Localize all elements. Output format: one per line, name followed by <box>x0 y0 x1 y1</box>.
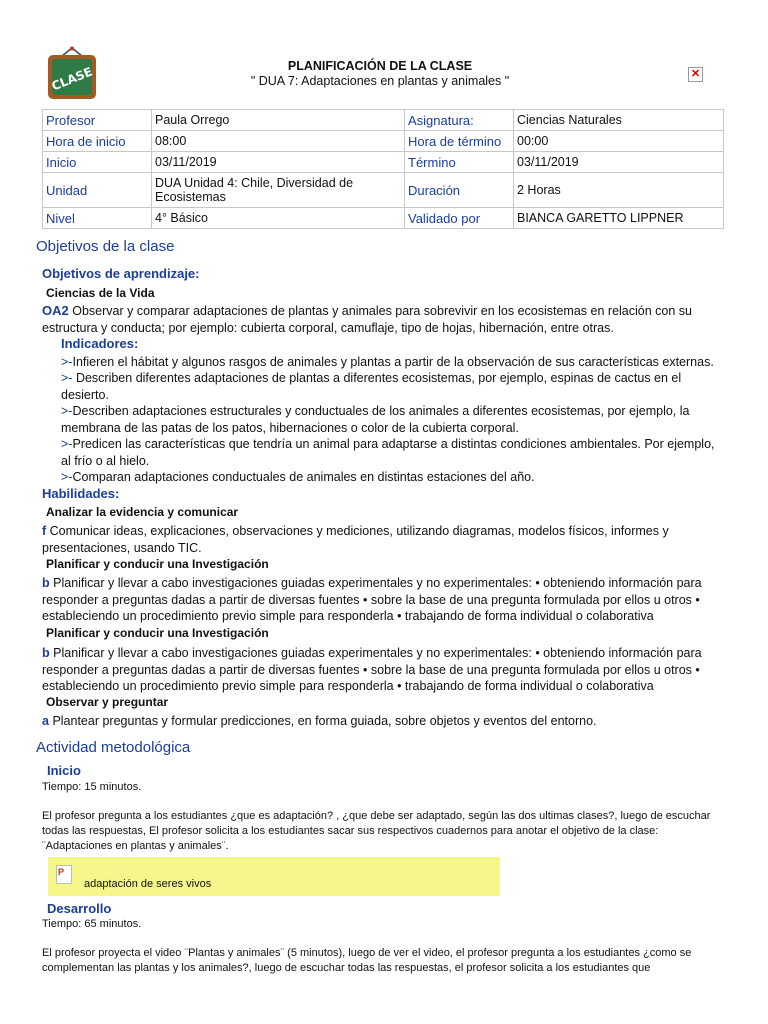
label-hora-termino: Hora de término <box>405 131 514 152</box>
indicador-prefix: >- <box>61 437 73 451</box>
page-title: PLANIFICACIÓN DE LA CLASE <box>287 59 473 73</box>
habilidad-code: a <box>42 714 49 728</box>
label-duracion: Duración <box>405 173 514 208</box>
value-hora-inicio: 08:00 <box>152 131 405 152</box>
habilidad-text: Planificar y llevar a cabo investigaciones guiadas experimentales y no experimentales: • obteniendo información para responder a preguntas dadas a partir de diversas fuentes • sobre la base de una pregunta formulada por ellos u otros • estableciendo un procedimiento previo simple para responderla • trabajando de forma individual o colaborativa <box>42 646 702 693</box>
actividad-heading: Actividad metodológica <box>36 739 191 756</box>
indicador-text: Predicen las características que tendría un animal para adaptarse a distintas condiciones ambientales. Por ejemplo, al frío o al hielo. <box>61 437 715 468</box>
habilidad-item <box>42 523 724 556</box>
value-duracion: 2 Horas <box>514 173 724 208</box>
table-row <box>43 110 724 131</box>
table-row <box>43 131 724 152</box>
label-nivel: Nivel <box>43 208 152 229</box>
habilidades-heading: Habilidades: <box>42 486 120 501</box>
logo-text: CLASE <box>49 64 95 94</box>
close-icon[interactable]: ✕ <box>688 67 703 82</box>
pdf-icon: P <box>56 865 72 884</box>
value-asignatura: Ciencias Naturales <box>514 110 724 131</box>
clase-logo <box>46 46 98 102</box>
desarrollo-tiempo: Tiempo: 65 minutos. <box>42 918 142 930</box>
indicador-item <box>61 469 724 486</box>
habilidad-item <box>42 575 724 625</box>
indicador-text: Describen adaptaciones estructurales y conductuales de los animales a diferentes ecosistemas, por ejemplo, la membrana de las patas de los patos, hibernaciones o color de la cubierta corporal. <box>61 404 690 435</box>
label-inicio: Inicio <box>43 152 152 173</box>
oa-text: Observar y comparar adaptaciones de plantas y animales para sobrevivir en los ecosistemas en relación con su estructura y conducta; por ejemplo: cubierta corporal, camuflaje, tipo de hojas, hibernación, entre otras. <box>42 304 692 335</box>
habilidad-item <box>42 713 724 730</box>
value-nivel: 4° Básico <box>152 208 405 229</box>
indicador-text: Comparan adaptaciones conductuales de animales en distintas estaciones del año. <box>72 470 535 484</box>
indicador-text: Describen diferentes adaptaciones de plantas a diferentes ecosistemas, por ejemplo, espinas de cactus en el desierto. <box>61 371 682 402</box>
table-row <box>43 173 724 208</box>
habilidad-code: f <box>42 524 47 538</box>
table-row <box>43 208 724 229</box>
value-validado-por: BIANCA GARETTO LIPPNER <box>514 208 724 229</box>
habilidad-text: Plantear preguntas y formular predicciones, en forma guiada, sobre objetos y eventos del entorno. <box>52 714 597 728</box>
indicador-item <box>61 354 724 371</box>
habilidad-item <box>42 645 724 695</box>
label-validado-por: Validado por <box>405 208 514 229</box>
value-profesor: Paula Orrego <box>152 110 405 131</box>
inicio-heading: Inicio <box>47 763 81 778</box>
indicador-item <box>61 436 724 469</box>
indicador-prefix: >- <box>61 371 73 385</box>
habilidad-category: Planificar y conducir una Investigación <box>46 626 269 640</box>
habilidad-code: b <box>42 646 50 660</box>
table-row <box>43 152 724 173</box>
indicador-prefix: >- <box>61 355 73 369</box>
category-ciencias-vida: Ciencias de la Vida <box>46 286 155 300</box>
attachment-pdf[interactable] <box>48 857 500 896</box>
desarrollo-text: El profesor proyecta el video ¨Plantas y animales¨ (5 minutos), luego de ver el video, el profesor pregunta a los estudiantes ¿como se complementan las plantas y los animales?, luego de escuchar todas las respuestas, el profesor solicita a los estudiantes que <box>42 947 692 974</box>
label-unidad: Unidad <box>43 173 152 208</box>
label-hora-inicio: Hora de inicio <box>43 131 152 152</box>
habilidad-category: Observar y preguntar <box>46 695 169 709</box>
oa2-objective <box>42 303 724 336</box>
indicador-text: Infieren el hábitat y algunos rasgos de animales y plantas a partir de la observación de sus características externas. <box>72 355 714 369</box>
class-info-table <box>42 109 724 229</box>
indicador-item <box>61 403 724 436</box>
page-subtitle: " DUA 7: Adaptaciones en plantas y animales " <box>250 74 510 88</box>
label-termino: Término <box>405 152 514 173</box>
inicio-text: El profesor pregunta a los estudiantes ¿que es adaptación? , ¿que debe ser adaptado, según las dos ultimas clases?, luego de escuchar todas las respuestas, El profesor solicita a los estudiantes sacar sus respectivos cuadernos para anotar el objetivo de la clase: ¨Adaptaciones en plantas y animales¨. <box>42 810 711 852</box>
habilidad-code: b <box>42 576 50 590</box>
habilidad-category: Planificar y conducir una Investigación <box>46 557 269 571</box>
oa-code: OA2 <box>42 303 69 318</box>
indicador-prefix: >- <box>61 404 73 418</box>
habilidad-text: Comunicar ideas, explicaciones, observaciones y mediciones, utilizando diagramas, modelos físicos, informes y presentaciones, usando TIC. <box>42 524 669 555</box>
attachment-link[interactable]: adaptación de seres vivos <box>84 878 212 890</box>
value-termino: 03/11/2019 <box>514 152 724 173</box>
value-inicio: 03/11/2019 <box>152 152 405 173</box>
habilidad-text: Planificar y llevar a cabo investigaciones guiadas experimentales y no experimentales: • obteniendo información para responder a preguntas dadas a partir de diversas fuentes • sobre la base de una pregunta formulada por ellos u otros • estableciendo un procedimiento previo simple para responderla • trabajando de forma individual o colaborativa <box>42 576 702 623</box>
indicador-item <box>61 370 724 403</box>
inicio-tiempo: Tiempo: 15 minutos. <box>42 781 142 793</box>
indicador-prefix: >- <box>61 470 73 484</box>
objetivos-heading: Objetivos de la clase <box>36 238 175 255</box>
desarrollo-heading: Desarrollo <box>47 901 112 916</box>
label-asignatura: Asignatura: <box>405 110 514 131</box>
value-hora-termino: 00:00 <box>514 131 724 152</box>
label-profesor: Profesor <box>43 110 152 131</box>
value-unidad: DUA Unidad 4: Chile, Diversidad de Ecosistemas <box>152 173 405 208</box>
habilidad-category: Analizar la evidencia y comunicar <box>46 505 239 519</box>
indicadores-heading: Indicadores: <box>61 336 139 351</box>
aprendizaje-heading: Objetivos de aprendizaje: <box>42 266 200 281</box>
